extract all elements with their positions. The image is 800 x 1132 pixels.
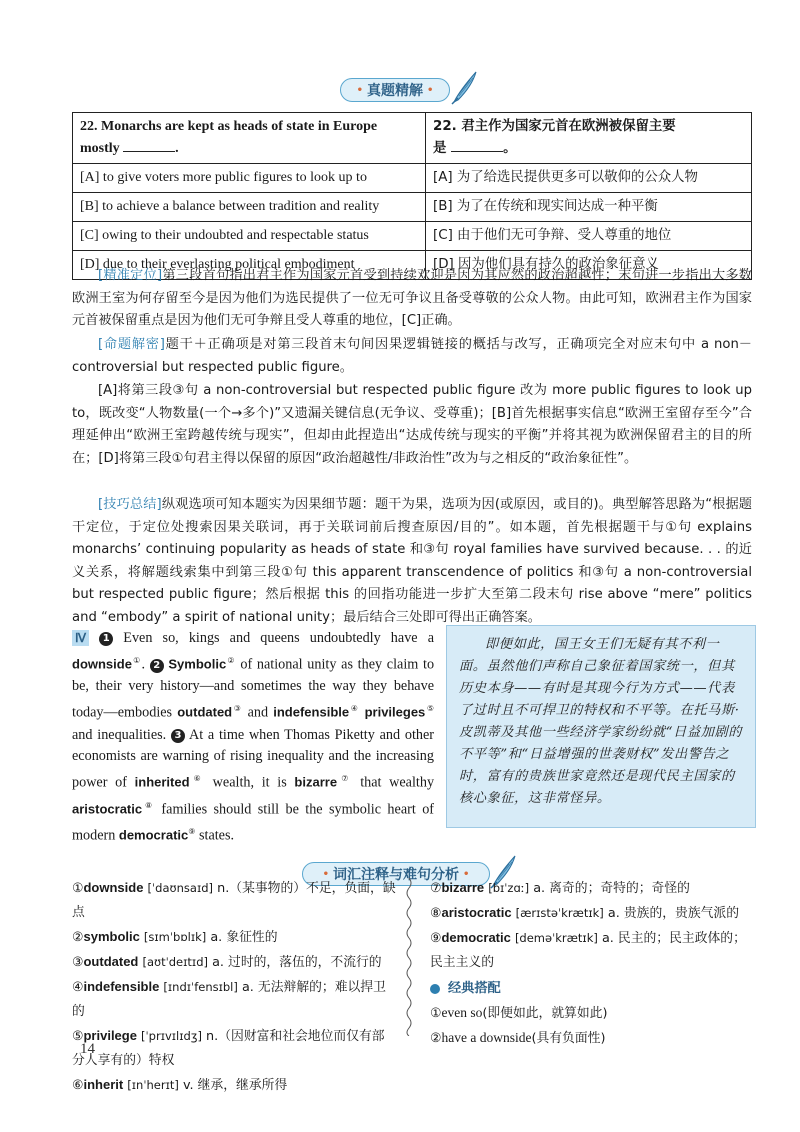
vocab-num: ① <box>72 881 84 896</box>
vocab-word: aristocratic <box>441 905 512 920</box>
vocab-num: ⑨ <box>430 931 442 946</box>
vocab-definition: a. 象征性的 <box>210 930 278 945</box>
question-stem-en <box>73 113 426 164</box>
vocab-definition: a. 民主的；民主政体的；民主主义的 <box>430 931 746 970</box>
note-4: ④ <box>349 704 360 714</box>
vocab-word-downside: downside <box>72 656 132 672</box>
bullet-dot: • <box>322 868 329 880</box>
tips-paragraph <box>72 494 752 629</box>
vocab-item <box>430 876 755 901</box>
option-c-zh: [C] 由于他们无可争辩、受人尊重的地位 <box>426 222 752 251</box>
passage-paragraph: Ⅳ 1 Even so, kings and queens undoubtedly have a downside①. 2 Symbolic② of national unity as they claim to be, their very history—and sometimes the way they behave today—embodies outdated③ and indefensible④ privileges⑤ and inequalities. 3 At a time when Thomas Piketty and other economists are warning of rising inequality and the increasing power of inherited⑥ wealth, it is bizarre⑦ that wealthy aristocratic⑧ families should still be the symbolic heart of modern democratic⑨ states. <box>72 630 435 845</box>
translation-box <box>446 625 756 828</box>
decode-text-1: 题干＋正确项是对第三段首末句间因果逻辑链接的概括与改写，正确项完全对应末句中 a non－controversial but respected public figure。 <box>72 337 752 375</box>
vocab-num: ③ <box>72 955 84 970</box>
sentence-3-marker: 3 <box>171 729 185 743</box>
quill-icon <box>450 68 480 106</box>
collocations-title <box>430 977 755 1001</box>
column-divider <box>405 878 413 1036</box>
vocab-item <box>72 1024 397 1073</box>
vocab-word-democratic: democratic <box>118 828 189 844</box>
answer-blank <box>451 140 503 152</box>
stem-zh-line2: 是 <box>433 141 447 156</box>
vocab-definition: v. 继承，继承所得 <box>182 1078 288 1093</box>
vocab-word-bizarre: bizarre <box>294 774 338 790</box>
sentence-2-end: and inequalities. <box>72 726 167 743</box>
sentence-1-marker: 1 <box>99 632 113 646</box>
vocab-phonetic: [aʊtˈdeɪtɪd] <box>142 955 208 969</box>
collocation-item <box>430 1026 755 1051</box>
vocab-word-inherited: inherited <box>134 774 190 790</box>
collocations-title-text: 经典搭配 <box>448 981 501 996</box>
stem-zh-line1: 22. 君主作为国家元首在欧洲被保留主要 <box>433 119 676 134</box>
sentence-3-text-c: that wealthy <box>360 774 435 791</box>
vocab-phonetic: [bɪˈzɑː] <box>488 881 530 895</box>
collocation-item <box>430 1001 755 1026</box>
option-a-en: [A] to give voters more public figures to look up to <box>73 164 426 193</box>
note-7: ⑦ <box>337 774 353 784</box>
locate-text: 第三段首句指出君主作为国家元首受到持续欢迎是因为其应然的政治超越性；末句进一步指出大多数欧洲王室为何存留至今是因为他们为选民提供了一位无可争议且备受尊敬的公众人物。由此可知，欧洲君主作为国家元首被保留重点是因为他们无可争辩且受人尊重的地位，[C]正确。 <box>72 268 752 328</box>
question-stem-zh <box>426 113 752 164</box>
tips-text: 纵观选项可知本题实为因果细节题：题干为果，选项为因(或原因，或目的)。典型解答思路为“根据题干定位，于定位处搜索因果关联词，再于关联词前后搜查原因/目的”。如本题，首先根据题干与①句 explains monarchs’ continuing popularity as heads of state 和③句 royal families have survived because. . . 的近义关系，将解题线索集中到第三段①句 this apparent transcendence of politics 和③句 a non-controversial but respected public figure；然后根据 this 的回指功能进一步扩大至第二段末句 rise above “mere” politics and “embody” a spirit of national unity；最后结合三处即可得出正确答案。 <box>72 497 752 625</box>
vocab-num: ⑤ <box>72 1029 84 1044</box>
option-d-en: [D] due to their everlasting political embodiment <box>73 251 426 280</box>
vocab-word-indefensible: indefensible <box>273 704 350 720</box>
vocab-phonetic: [ˈprɪvɪlɪdʒ] <box>141 1029 202 1043</box>
note-3: ③ <box>232 704 243 714</box>
vocab-definition: a. 无法辩解的；难以捍卫的 <box>72 980 386 1019</box>
vocab-num: ⑦ <box>430 881 442 896</box>
translation-text: 即便如此，国王女王们无疑有其不利一面。虽然他们声称自己象征着国家统一，但其历史本身——有时是其现今行为方式——代表了过时且不可捍卫的特权和不平等。在托马斯·皮凯蒂及其他一些经济学家纷纷就“日益加剧的不平等”和“日益增强的世袭财权”发出警告之时，富有的贵族世家竟然还是现代民主国家的核心象征，这非常怪异。 <box>459 637 743 806</box>
vocab-phonetic: [ɪndɪˈfensɪbl] <box>163 980 238 994</box>
vocab-word: democratic <box>441 930 511 945</box>
sentence-3-text-b: wealth, it is <box>212 774 287 791</box>
stem-zh-end: 。 <box>503 141 517 156</box>
note-5: ⑤ <box>425 704 435 714</box>
note-6: ⑥ <box>189 774 205 784</box>
section-header-title: 真题精解 <box>367 83 423 99</box>
vocab-word-privileges: privileges <box>364 704 426 720</box>
section-header <box>340 78 450 102</box>
paragraph-marker: Ⅳ <box>72 630 89 646</box>
bullet-dot: • <box>356 84 363 96</box>
locate-tag: [精准定位] <box>98 268 163 283</box>
collocation-num: ② <box>430 1031 442 1046</box>
question-stem-row <box>73 113 752 164</box>
decode-paragraph <box>72 334 752 379</box>
sentence-2-marker: 2 <box>150 659 164 673</box>
vocab-word: inherit <box>83 1077 124 1092</box>
decode-tag: [命题解密] <box>98 337 165 352</box>
vocab-item <box>72 1073 397 1098</box>
sentence-3-text-e: states. <box>198 828 235 845</box>
decode-text-2: [A]将第三段③句 a non-controversial but respected public figure 改为 more public figures to look up to，既改变“人物数量(一个→多个)”又遗漏关键信息(无争议、受尊重)；[B]首先根据事实信息“欧洲王室留存至今”合理延伸出“欧洲王室跨越传统与现实”，但却由此捏造出“达成传统与现实的平衡”并将其视为欧洲保留君主的目的所在；[D]将第三段①句君主得以保留的原因“政治超越性/非政治性”改为与之相反的“政治象征性”。 <box>72 383 752 466</box>
option-row-b <box>73 193 752 222</box>
note-8: ⑧ <box>142 800 155 810</box>
vocab-phonetic: [ærɪstəˈkrætɪk] <box>515 906 604 920</box>
vocab-num: ⑥ <box>72 1078 84 1093</box>
stem-en-line2: mostly <box>80 141 120 156</box>
vocab-definition: a. 过时的，落伍的，不流行的 <box>212 955 382 970</box>
collocation-meaning: (具有负面性) <box>531 1031 606 1046</box>
bullet-dot: • <box>463 868 470 880</box>
vocab-phonetic: [sɪmˈbɒlɪk] <box>143 930 207 944</box>
conjunction: and <box>247 704 269 721</box>
vocab-definition: n.（某事物的）不足，负面，缺点 <box>72 881 396 920</box>
option-b-zh: [B] 为了在传统和现实间达成一种平衡 <box>426 193 752 222</box>
vocab-item <box>430 926 755 975</box>
vocab-item <box>72 876 397 925</box>
vocab-definition: n.（因财富和社会地位而仅有部分人享有的）特权 <box>72 1029 385 1068</box>
vocab-item <box>72 975 397 1024</box>
vocab-phonetic: [ˈdaʊnsaɪd] <box>147 881 214 895</box>
vocab-definition: a. 离奇的；奇特的；奇怪的 <box>533 881 690 896</box>
collocation-num: ① <box>430 1006 442 1021</box>
vocab-num: ② <box>72 930 84 945</box>
vocab-word-symbolic: Symbolic <box>168 656 227 672</box>
option-a-zh: [A] 为了给选民提供更多可以敬仰的公众人物 <box>426 164 752 193</box>
vocab-item <box>72 925 397 950</box>
question-table <box>72 112 752 280</box>
vocab-definition: a. 贵族的，贵族气派的 <box>607 906 740 921</box>
option-d-zh: [D] 因为他们具有持久的政治象征意义 <box>426 251 752 280</box>
note-1: ① <box>131 655 142 665</box>
vocab-item <box>430 901 755 926</box>
bullet-dot: • <box>427 84 434 96</box>
vocab-word: bizarre <box>441 880 485 895</box>
page-number: 14 <box>80 1041 95 1057</box>
vocab-word: downside <box>83 880 144 895</box>
collocation-phrase: have a downside <box>441 1030 532 1045</box>
answer-blank <box>123 140 175 152</box>
sentence-2-text: of national unity as they claim to be, their very history—and sometimes the way they behave today—embodies <box>72 656 435 721</box>
vocab-num: ⑧ <box>430 906 442 921</box>
vocab-word-outdated: outdated <box>177 704 233 720</box>
option-b-en: [B] to achieve a balance between tradition and reality <box>73 193 426 222</box>
vocab-section-title: 词汇注释与难句分析 <box>333 867 459 883</box>
vocab-num: ④ <box>72 980 84 995</box>
note-2: ② <box>226 655 236 665</box>
bullet-icon <box>430 984 440 994</box>
vocab-word: outdated <box>83 954 139 969</box>
sentence-3-text-d: families should still be the symbolic heart of modern <box>72 801 435 845</box>
vocab-phonetic: [ɪnˈherɪt] <box>127 1078 179 1092</box>
sentence-1-text: Even so, kings and queens undoubtedly have a <box>123 630 434 646</box>
locate-paragraph <box>72 265 752 333</box>
vocab-list-left <box>72 876 397 1098</box>
stem-en-end: . <box>175 141 179 156</box>
vocab-phonetic: [deməˈkrætɪk] <box>514 931 598 945</box>
collocation-meaning: (即便如此，就算如此) <box>482 1006 608 1021</box>
stem-en-line1: 22. Monarchs are kept as heads of state in Europe <box>80 119 378 134</box>
vocab-word: symbolic <box>83 929 140 944</box>
option-c-en: [C] owing to their undoubted and respectable status <box>73 222 426 251</box>
note-9: ⑨ <box>188 827 196 837</box>
vocab-list-right <box>430 876 755 1051</box>
option-row-c <box>73 222 752 251</box>
sentence-3-text-a: At a time when Thomas Piketty and other economists are warning of rising inequality and the increasing power of <box>72 726 435 791</box>
vocab-word: indefensible <box>83 979 160 994</box>
decode-paragraph-2 <box>72 380 752 470</box>
tips-tag: [技巧总结] <box>98 497 162 512</box>
vocab-item <box>72 950 397 975</box>
option-row-a <box>73 164 752 193</box>
vocab-word-aristocratic: aristocratic <box>72 801 143 817</box>
vocab-word: privilege <box>83 1028 137 1043</box>
collocation-phrase: even so <box>441 1005 483 1020</box>
